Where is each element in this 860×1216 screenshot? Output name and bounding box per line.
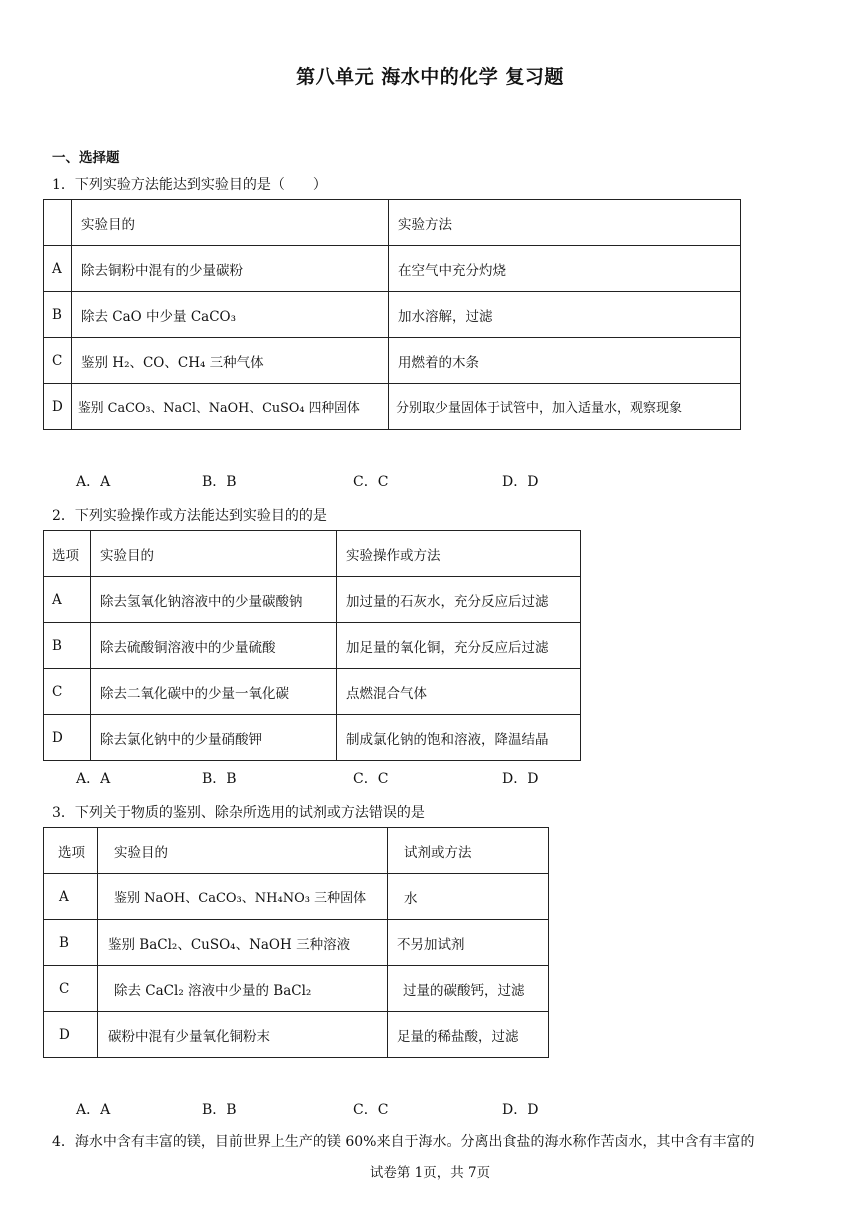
table-row (44, 669, 581, 715)
header-goal: 实验目的 (98, 828, 388, 874)
table-row (44, 577, 581, 623)
row-method: 分别取少量固体于试管中，加入适量水，观察现象 (389, 384, 741, 430)
header-goal: 实验目的 (91, 531, 337, 577)
page-footer: 试卷第 1页，共 7页 (369, 1165, 491, 1181)
row-goal: 鉴别 NaOH、CaCO₃、NH₄NO₃ 三种固体 (98, 874, 388, 920)
header-method: 实验操作或方法 (337, 531, 581, 577)
option-c[interactable]: C．C (353, 1102, 389, 1118)
option-d[interactable]: D．D (502, 1102, 539, 1118)
row-method: 加水溶解，过滤 (389, 292, 741, 338)
row-method: 足量的稀盐酸，过滤 (388, 1012, 549, 1058)
row-method: 用燃着的木条 (389, 338, 741, 384)
table-header-row (44, 531, 581, 577)
option-b[interactable]: B．B (202, 1102, 237, 1118)
row-key: B (44, 292, 72, 338)
table-row (44, 874, 549, 920)
row-goal: 鉴别 BaCl₂、CuSO₄、NaOH 三种溶液 (98, 920, 388, 966)
table-header-row (44, 828, 549, 874)
table-row (44, 715, 581, 761)
table-row (44, 246, 741, 292)
row-key: D (44, 715, 91, 761)
question-2-stem: 2．下列实验操作或方法能达到实验目的的是 (52, 508, 327, 524)
row-method: 不另加试剂 (388, 920, 549, 966)
option-b[interactable]: B．B (202, 474, 237, 490)
row-key: B (44, 623, 91, 669)
header-option: 选项 (44, 828, 98, 874)
row-goal: 除去 CaO 中少量 CaCO₃ (72, 292, 389, 338)
option-a[interactable]: A．A (76, 474, 111, 490)
header-method: 试剂或方法 (388, 828, 549, 874)
question-2-table (43, 530, 581, 761)
row-goal: 除去硫酸铜溶液中的少量硫酸 (91, 623, 337, 669)
header-option (44, 200, 72, 246)
header-goal: 实验目的 (72, 200, 389, 246)
row-goal: 除去氯化钠中的少量硝酸钾 (91, 715, 337, 761)
row-goal: 除去氢氧化钠溶液中的少量碳酸钠 (91, 577, 337, 623)
table-row (44, 966, 549, 1012)
row-goal: 鉴别 H₂、CO、CH₄ 三种气体 (72, 338, 389, 384)
table-row (44, 292, 741, 338)
option-c[interactable]: C．C (353, 474, 389, 490)
table-row (44, 1012, 549, 1058)
row-key: A (44, 246, 72, 292)
row-method: 过量的碳酸钙，过滤 (388, 966, 549, 1012)
row-key: C (44, 338, 72, 384)
row-goal: 除去二氧化碳中的少量一氧化碳 (91, 669, 337, 715)
question-1-table (43, 199, 741, 430)
table-row (44, 384, 741, 430)
header-option: 选项 (44, 531, 91, 577)
option-c[interactable]: C．C (353, 771, 389, 787)
row-goal: 碳粉中混有少量氧化铜粉末 (98, 1012, 388, 1058)
row-key: A (44, 874, 98, 920)
table-row (44, 623, 581, 669)
table-row (44, 338, 741, 384)
question-3-stem: 3．下列关于物质的鉴别、除杂所选用的试剂或方法错误的是 (52, 805, 425, 821)
question-4-stem: 4．海水中含有丰富的镁，目前世界上生产的镁 60%来自于海水。分离出食盐的海水称作苦卤水，其中含有丰富的 (52, 1134, 755, 1150)
question-1-stem: 1．下列实验方法能达到实验目的是（ ） (52, 177, 327, 193)
row-key: C (44, 966, 98, 1012)
row-method: 点燃混合气体 (337, 669, 581, 715)
header-method: 实验方法 (389, 200, 741, 246)
table-header-row (44, 200, 741, 246)
option-a[interactable]: A．A (76, 771, 111, 787)
page-title: 第八单元 海水中的化学 复习题 (296, 66, 564, 88)
row-method: 在空气中充分灼烧 (389, 246, 741, 292)
row-key: D (44, 384, 72, 430)
row-goal: 除去铜粉中混有的少量碳粉 (72, 246, 389, 292)
row-method: 加过量的石灰水，充分反应后过滤 (337, 577, 581, 623)
row-method: 制成氯化钠的饱和溶液，降温结晶 (337, 715, 581, 761)
row-method: 加足量的氧化铜，充分反应后过滤 (337, 623, 581, 669)
option-a[interactable]: A．A (76, 1102, 111, 1118)
table-row (44, 920, 549, 966)
section-heading: 一、选择题 (52, 150, 120, 166)
question-3-table (43, 827, 549, 1058)
option-d[interactable]: D．D (502, 474, 539, 490)
row-key: D (44, 1012, 98, 1058)
row-method: 水 (388, 874, 549, 920)
option-d[interactable]: D．D (502, 771, 539, 787)
row-key: C (44, 669, 91, 715)
row-goal: 除去 CaCl₂ 溶液中少量的 BaCl₂ (98, 966, 388, 1012)
row-key: A (44, 577, 91, 623)
row-key: B (44, 920, 98, 966)
option-b[interactable]: B．B (202, 771, 237, 787)
row-goal: 鉴别 CaCO₃、NaCl、NaOH、CuSO₄ 四种固体 (72, 384, 389, 430)
